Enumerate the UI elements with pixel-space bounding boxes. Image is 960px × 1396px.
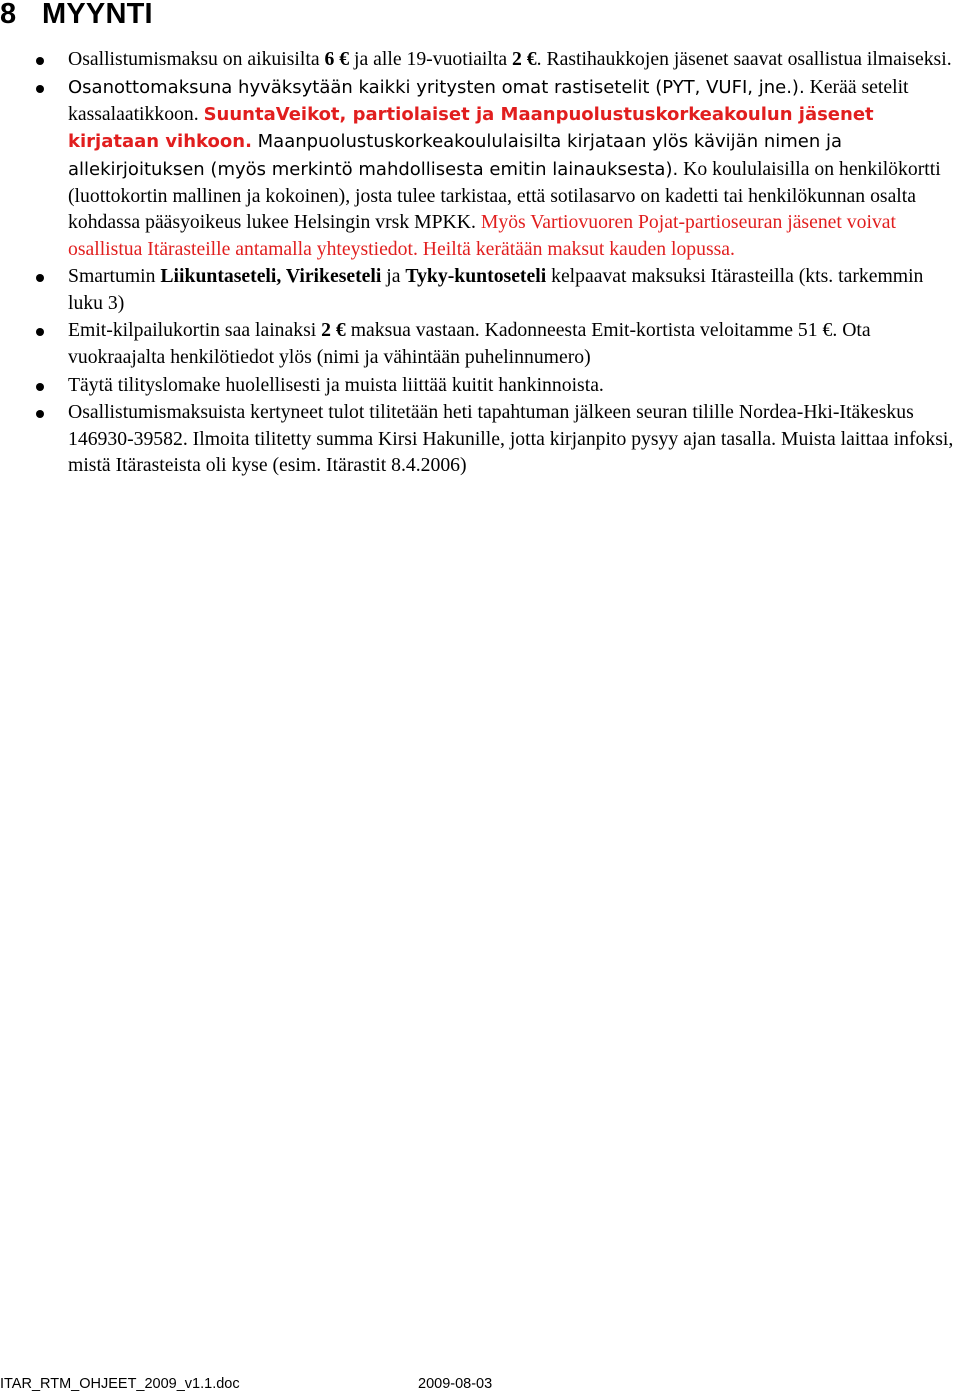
section-heading	[0, 0, 153, 31]
list-item-form: Täytä tilityslomake huolellisesti ja muista liittää kuitit hankinnoista.	[0, 372, 960, 398]
bullet-icon	[36, 410, 44, 418]
list-item-payment: Osallistumismaksuista kertyneet tulot tilitetään heti tapahtuman jälkeen seuran tilille Nordea-Hki-Itäkeskus 146930-39582. Ilmoita tilitetty summa Kirsi Hakunille, jotta kirjanpito pysyy ajan tasalla. Muista laittaa infoksi, mistä Itärasteista oli kyse (esim. Itärastit 8.4.2006)	[0, 399, 960, 478]
footer-filename: ITAR_RTM_OHJEET_2009_v1.1.doc	[0, 1376, 240, 1392]
bullet-icon	[36, 383, 44, 391]
bullet-list	[0, 46, 960, 480]
list-item-fees: Osallistumismaksu on aikuisilta 6 € ja alle 19-vuotiailta 2 €. Rastihaukkojen jäsenet saavat osallistua ilmaiseksi.	[0, 46, 960, 72]
bullet-icon	[36, 57, 44, 65]
footer-date: 2009-08-03	[418, 1376, 493, 1392]
bullet-icon	[36, 85, 44, 93]
section-title: MYYNTI	[42, 0, 153, 30]
section-number: 8	[0, 0, 17, 30]
bullet-icon	[36, 328, 44, 336]
list-item-emit: Emit-kilpailukortin saa lainaksi 2 € maksua vastaan. Kadonneesta Emit-kortista veloitamme 51 €. Ota vuokraajalta henkilötiedot ylös (nimi ja vähintään puhelinnumero)	[0, 317, 960, 370]
list-item-smartum: Smartumin Liikuntaseteli, Virikeseteli ja Tyky-kuntoseteli kelpaavat maksuksi Itärasteilla (kts. tarkemmin luku 3)	[0, 263, 960, 316]
list-item-vouchers: Osanottomaksuna hyväksytään kaikki yritysten omat rastisetelit (PYT, VUFI, jne.). Kerää setelit kassalaatikkoon. SuuntaVeikot, partiolaiset ja Maanpuolustuskorkeakoulun jäsenet kirjataan vihkoon. Maanpuolustuskorkeakoululaisilta kirjataan ylös kävijän nimen ja allekirjoituksen (myös merkintö mahdollisesta emitin lainauksesta). Ko koululaisilla on henkilökortti (luottokortin mallinen ja kokoinen), josta tulee tarkistaa, että sotilasarvo on kadetti tai henkilökunnan osalta kohdassa pääsyoikeus lukee Helsingin vrsk MPKK. Myös Vartiovuoren Pojat-partioseuran jäsenet voivat osallistua Itärasteille antamalla yhteystiedot. Heiltä kerätään maksut kauden lopussa.	[0, 74, 960, 262]
bullet-icon	[36, 274, 44, 282]
